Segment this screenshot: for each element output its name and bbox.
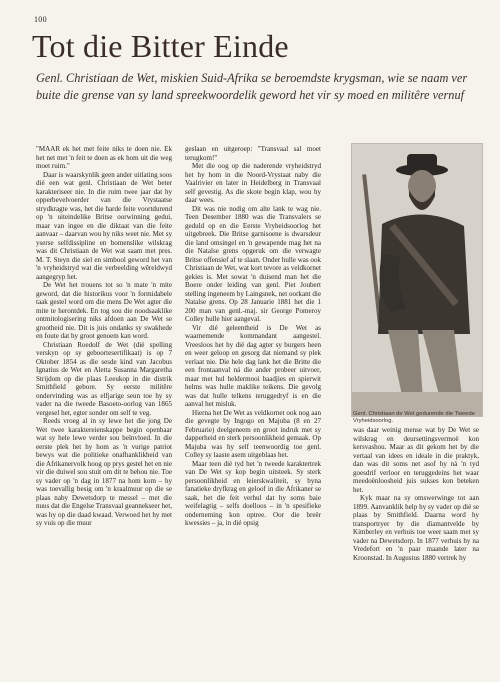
text-column-1 xyxy=(36,145,172,528)
paragraph: Kyk maar na sy omswerwinge tot aan 1899. Aanvanklik help hy sy vader op dié se plaas by Smithfield. Daarna word hy transportryer by die diamantvelde by Kimberley en verhuis toe weer saam met sy vader na Dewetsdorp. In 1877 verhuis hy na Vredefort en 'n paar maande later na Kroonstad. In Augustus 1880 vertrek hy xyxy=(353,494,479,562)
paragraph: was daar weinig mense wat by De Wet se wilskrag en deursettingsvermoë kon kersvashou. Maar as dit gekom het by die vertaal van idees en ideale in die praktyk, dan was dit soms net asof hy nà 'n tyd goesdrif verloor en teruggedeins het waar meedoënloosheid juis sukses kon beteken het. xyxy=(353,426,479,494)
paragraph: Hierna het De Wet as veldkornet ook nog aan die gevegte by Ingogo en Majuba (8 en 27 Februarie) deelgeneem en groot indruk met sy dapperheid en sterk persoonlikheid gemaak. Op Majuba was hy self teenwoordig toe genl. Colley sy laaste asem uitgeblaas het. xyxy=(185,408,321,459)
photo-caption: Genl. Christiaan de Wet gedurende die Tweede Vryheidsoorlog. xyxy=(353,411,475,424)
text-column-3 xyxy=(353,426,479,562)
article-title: Tot die Bitter Einde xyxy=(32,28,289,64)
paragraph: geslaan en uitgeroep: "Transvaal sal moet terugkom!" xyxy=(185,145,321,162)
portrait-photo xyxy=(351,143,483,417)
paragraph: "MAAR ek het met feite niks te doen nie. Ek het net met 'n feit te doen as ek hom uit die weg moet ruim." xyxy=(36,145,172,170)
paragraph: De Wet het trouens tot so 'n mate 'n mite geword, dat die historikus voor 'n formidabele taak gestel word om die mens De Wet agter die mite te herontdek. En tog sou die noodsaaklike ontmitologisering niks afdoen aan De Wet se grootheid nie. Dit is juis ondanks sy swakhede en foute dat hy groot genoem kan word. xyxy=(36,281,172,340)
page-number: 100 xyxy=(34,15,47,24)
text-column-2 xyxy=(185,145,321,528)
paragraph: Daar is waarskynlik geen ander uitlating soos dié een wat genl. Christiaan de Wet beter karakteriseer nie. In die ruim twee jaar dat hy opperbevelvoerder van die Vrystaatse strydkragte was, het die harde feite voortdurend op 'n uiteindelike Britse oorwinning gedui, maar van ingee en die diktaat van die feite aanvaar – daarvan wou hy niks weet nie. Met sy yserse selfdissipline en bomenslike wilskrag was dit Christiaan de Wet wat saam met pres. M. T. Steyn die siel en simbool geword het van 'n vryheidstryd wat die verbeelding wêreldwyd aangegryp het. xyxy=(36,170,172,281)
paragraph: Maar teen dié tyd het 'n tweede karaktertrek van De Wet sy kop begin uitsteek. Sy sterk persoonlikheid en leierskwaliteit, sy byna fanatieke dryfkrag en geloof in die Afrikaner se saak, het die feit verhul dat hy soms baie weifelagtig – selfs doelloos – in 'n spesifieke onderneming kon optree. Oor die breër kwessies – ja, in dié opsig xyxy=(185,459,321,527)
paragraph: Christiaan Roedolf de Wet (dié spelling verskyn op sy geboortesertifikaat) is op 7 Oktober 1854 as die sesde kind van Jacobus Ignatius de Wet en Aletta Susanna Margaretha Strijdom op die plaas Leeukop in die distrik Smithfield gebore. Sy eerste militêre ondervinding was as elfjarige seun toe hy sy vader na die tweede Basoeto-oorlog van 1865 vergesel het, egter sonder om self te veg. xyxy=(36,340,172,417)
paragraph: Met die oog op die naderende vryheidstryd het hy hom in die Noord-Vrystaat naby die Vaalrivier en later in Heidelberg in Transvaal self gevestig. As die skote begin klap, wou hy daar wees. xyxy=(185,162,321,204)
portrait-illustration xyxy=(352,144,482,416)
article-subtitle: Genl. Christiaan de Wet, miskien Suid-Afrika se beroemdste krygsman, wie se naam ver buite die grense van sy land spreekwoordelik geword het vir sy moed en militêre vernuf xyxy=(36,71,468,102)
paragraph: Reeds vroeg al in sy lewe het die jong De Wet twee karaktereienskappe begin openbaar wat sy hele lewe verder sou beïnvloed. In die eerste plek het hy hom as 'n vurige patriot bewys wat die politieke onafhanklikheid van die Afrikanervolk hoog op prys gestel het en nie vir die duiwel sou stuit om dit te behou nie. Toe sy vader op 'n dag in 1877 na hom kom – hy was toevallig besig om 'n kraalmuur op die se plaas naby Dewetsdorp te messel – met die nuus dat die Engelse Transvaal geannekseer het, was hy op die daad kwaad. Verwoed het hy met sy vuis op die muur xyxy=(36,417,173,527)
paragraph: Vir dié geleentheid is De Wet as waarnemende kommandant aangestel. Vreesloos het hy dié dag agter sy burgers heen en weer geloop en gesorg dat niemand sy plek verlaat nie. Die hele dag lank het die Britte die een frontaanval ná die ander probeer uitvoer, maar met hul heldermooi baadjies en spierwit helms was hulle maklike teikens. Die gevolg was dat hulle telkens teruggedryf is en die aanval het misluk. xyxy=(185,323,321,408)
paragraph: Dit was nie nodig om alte lank te wag nie. Teen Desember 1880 was die Transvalers se geduld op en die Eerste Vryheidsoorlog het uitgebreek. Die Britse garnisoene is dwarsdeur die land omsingel en 'n gewapende mag het na die Natalse grens opgeruk om die verwagte Britse offensief af te slaan. Onder hulle was ook Christiaan de Wet, wat kort tevore as veldkornet gekies is. Met sowat 'n duisend man het die Boere onder leiding van genl. Piet Joubert stelling ingeneem by Laingsnek, net oorkant die Natalse grens. Op 28 Januarie 1881 het die 1 200 man van genl.-maj. sir George Pomeroy Colley hulle hier aangeval. xyxy=(185,204,321,323)
